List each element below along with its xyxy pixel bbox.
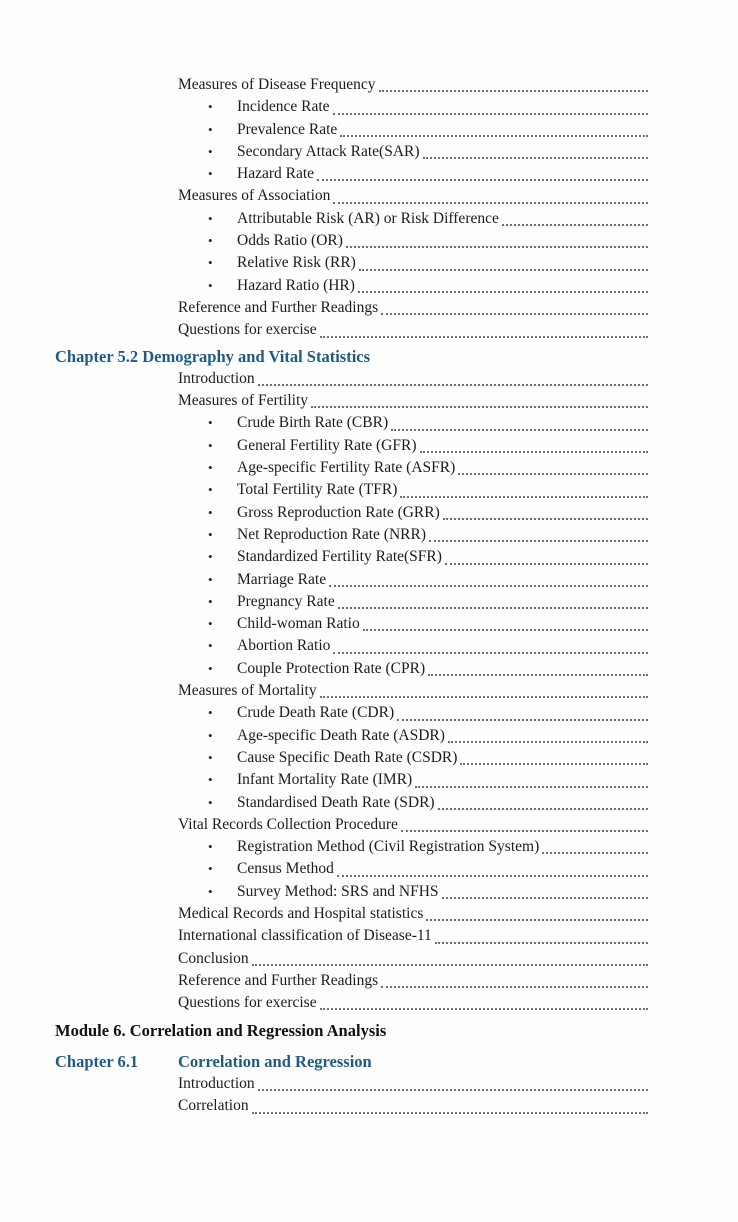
dotted-leader	[448, 741, 648, 743]
dotted-leader	[363, 629, 648, 631]
entry-label: Cause Specific Death Rate (CSDR)	[237, 748, 458, 766]
dotted-leader	[426, 919, 648, 921]
dotted-leader	[311, 406, 648, 408]
toc-bullet-entry	[0, 141, 738, 163]
bullet-icon: •	[208, 277, 213, 293]
dotted-leader	[428, 674, 648, 676]
toc-section-entry	[0, 992, 738, 1014]
bullet-icon: •	[208, 660, 213, 676]
bullet-icon: •	[208, 705, 213, 721]
entry-label: Introduction	[178, 1075, 255, 1093]
dotted-leader	[320, 336, 648, 338]
toc-section-entry	[0, 970, 738, 992]
dotted-leader	[415, 786, 648, 788]
entry-label: Survey Method: SRS and NFHS	[237, 882, 439, 900]
module-heading	[0, 1020, 738, 1042]
dotted-leader	[391, 429, 648, 431]
entry-label: Registration Method (Civil Registration System)	[237, 838, 540, 856]
toc-bullet-entry	[0, 658, 738, 680]
bullet-icon: •	[208, 166, 213, 182]
bullet-icon: •	[208, 727, 213, 743]
toc-section-entry	[0, 925, 738, 947]
entry-label: Chapter 5.2 Demography and Vital Statistics	[55, 346, 371, 366]
toc-bullet-entry	[0, 163, 738, 185]
entry-label: Age-specific Fertility Rate (ASFR)	[237, 459, 456, 477]
toc-bullet-entry	[0, 769, 738, 791]
dotted-leader	[379, 90, 648, 92]
entry-label: General Fertility Rate (GFR)	[237, 436, 417, 454]
toc-bullet-entry	[0, 230, 738, 252]
dotted-leader	[397, 719, 648, 721]
toc-section-entry	[0, 1073, 738, 1095]
dotted-leader	[346, 246, 648, 248]
toc-bullet-entry	[0, 881, 738, 903]
toc-bullet-entry	[0, 702, 738, 724]
entry-label: Hazard Rate	[237, 165, 315, 183]
dotted-leader	[381, 986, 648, 988]
bullet-icon: •	[208, 749, 213, 765]
entry-label: Questions for exercise	[178, 994, 317, 1012]
toc-bullet-entry	[0, 435, 738, 457]
bullet-icon: •	[208, 526, 213, 542]
entry-label: Introduction	[178, 369, 255, 387]
toc-bullet-entry	[0, 613, 738, 635]
toc-section-entry	[0, 319, 738, 341]
entry-label: Measures of Disease Frequency	[178, 76, 376, 93]
dotted-leader	[320, 696, 648, 698]
entry-label: Marriage Rate	[237, 570, 327, 588]
bullet-icon: •	[208, 772, 213, 788]
entry-label: Vital Records Collection Procedure	[178, 815, 398, 833]
entry-label: Age-specific Death Rate (ASDR)	[237, 726, 445, 744]
toc-section-entry	[0, 74, 738, 96]
toc-bullet-entry	[0, 119, 738, 141]
entry-label: Module 6. Correlation and Regression Analysis	[55, 1021, 387, 1041]
toc-section-entry	[0, 390, 738, 412]
entry-label: Reference and Further Readings	[178, 298, 379, 316]
bullet-icon: •	[208, 233, 213, 249]
bullet-icon: •	[208, 121, 213, 137]
entry-label: Gross Reproduction Rate (GRR)	[237, 503, 440, 521]
entry-label: Abortion Ratio	[237, 637, 331, 655]
dotted-leader	[333, 113, 648, 115]
entry-label: Attributable Risk (AR) or Risk Difference	[237, 209, 499, 227]
dotted-leader	[442, 897, 648, 899]
entry-label: Child-woman Ratio	[237, 615, 360, 633]
chapter-heading	[0, 1051, 738, 1073]
entry-label: Conclusion	[178, 949, 249, 967]
dotted-leader	[458, 473, 648, 475]
entry-label: Measures of Mortality	[178, 682, 317, 700]
dotted-leader	[252, 964, 648, 966]
dotted-leader	[333, 202, 648, 204]
toc-bullet-entry	[0, 275, 738, 297]
bullet-icon: •	[208, 593, 213, 609]
bullet-icon: •	[208, 255, 213, 271]
dotted-leader	[445, 563, 648, 565]
dotted-leader	[358, 291, 648, 293]
toc-section-entry	[0, 1095, 738, 1117]
dotted-leader	[429, 540, 648, 542]
bullet-icon: •	[208, 616, 213, 632]
toc-section-entry	[0, 185, 738, 207]
dotted-leader	[337, 875, 648, 877]
entry-label: Standardised Death Rate (SDR)	[237, 793, 435, 811]
dotted-leader	[320, 1008, 648, 1010]
entry-label: Crude Death Rate (CDR)	[237, 704, 395, 722]
bullet-icon: •	[208, 549, 213, 565]
dotted-leader	[333, 652, 648, 654]
bullet-icon: •	[208, 839, 213, 855]
dotted-leader	[258, 384, 648, 386]
toc-bullet-entry	[0, 725, 738, 747]
entry-label: Net Reproduction Rate (NRR)	[237, 525, 426, 543]
bullet-icon: •	[208, 460, 213, 476]
toc-bullet-entry	[0, 635, 738, 657]
dotted-leader	[423, 157, 648, 159]
toc-section-entry	[0, 368, 738, 390]
dotted-leader	[359, 269, 648, 271]
entry-label: Pregnancy Rate	[237, 592, 335, 610]
bullet-icon: •	[208, 143, 213, 159]
chapter-title: Correlation and Regression	[178, 1051, 372, 1071]
entry-label: Questions for exercise	[178, 321, 317, 339]
toc-section-entry	[0, 297, 738, 319]
dotted-leader	[381, 313, 648, 315]
entry-label: Odds Ratio (OR)	[237, 232, 343, 250]
dotted-leader	[252, 1112, 648, 1114]
bullet-icon: •	[208, 415, 213, 431]
toc-bullet-entry	[0, 569, 738, 591]
dotted-leader	[317, 179, 648, 181]
entry-label: Infant Mortality Rate (IMR)	[237, 771, 413, 789]
entry-label: Census Method	[237, 860, 334, 878]
toc-bullet-entry	[0, 502, 738, 524]
toc-bullet-entry	[0, 858, 738, 880]
entry-label: Couple Protection Rate (CPR)	[237, 659, 426, 677]
toc-bullet-entry	[0, 208, 738, 230]
chapter-number: Chapter 6.1	[55, 1051, 139, 1071]
dotted-leader	[542, 852, 648, 854]
entry-label: Total Fertility Rate (TFR)	[237, 481, 398, 499]
bullet-icon: •	[208, 883, 213, 899]
toc-bullet-entry	[0, 252, 738, 274]
entry-label: International classification of Disease-11	[178, 927, 432, 945]
dotted-leader	[401, 830, 648, 832]
toc-bullet-entry	[0, 96, 738, 118]
bullet-icon: •	[208, 638, 213, 654]
toc-section-entry	[0, 680, 738, 702]
toc-bullet-entry	[0, 836, 738, 858]
bullet-icon: •	[208, 571, 213, 587]
dotted-leader	[443, 518, 648, 520]
dotted-leader	[502, 224, 648, 226]
dotted-leader	[420, 451, 649, 453]
dotted-leader	[258, 1089, 648, 1091]
entry-label: Reference and Further Readings	[178, 971, 379, 989]
chapter-heading	[0, 346, 738, 368]
toc-section-entry	[0, 948, 738, 970]
bullet-icon: •	[208, 99, 213, 115]
entry-label: Incidence Rate	[237, 98, 330, 116]
dotted-leader	[435, 942, 648, 944]
toc-bullet-entry	[0, 792, 738, 814]
bullet-icon: •	[208, 861, 213, 877]
entry-label: Secondary Attack Rate(SAR)	[237, 142, 420, 160]
bullet-icon: •	[208, 437, 213, 453]
bullet-icon: •	[208, 794, 213, 810]
dotted-leader	[340, 135, 648, 137]
bullet-icon: •	[208, 210, 213, 226]
entry-label: Medical Records and Hospital statistics	[178, 904, 424, 922]
entry-label: Hazard Ratio (HR)	[237, 276, 355, 294]
toc-section-entry	[0, 903, 738, 925]
toc-section-entry	[0, 814, 738, 836]
toc-bullet-entry	[0, 546, 738, 568]
entry-label: Correlation	[178, 1097, 249, 1115]
entry-label: Standardized Fertility Rate(SFR)	[237, 548, 442, 566]
toc-bullet-entry	[0, 457, 738, 479]
entry-label: Relative Risk (RR)	[237, 254, 356, 272]
bullet-icon: •	[208, 482, 213, 498]
entry-label: Measures of Fertility	[178, 392, 309, 410]
dotted-leader	[400, 496, 648, 498]
toc-bullet-entry	[0, 479, 738, 501]
dotted-leader	[338, 607, 648, 609]
toc-bullet-entry	[0, 524, 738, 546]
dotted-leader	[329, 585, 648, 587]
entry-label: Crude Birth Rate (CBR)	[237, 414, 389, 432]
bullet-icon: •	[208, 504, 213, 520]
entry-label: Prevalence Rate	[237, 120, 338, 138]
dotted-leader	[460, 763, 648, 765]
entry-label: Measures of Association	[178, 187, 331, 205]
toc-bullet-entry	[0, 412, 738, 434]
toc-bullet-entry	[0, 747, 738, 769]
toc-bullet-entry	[0, 591, 738, 613]
dotted-leader	[438, 808, 648, 810]
